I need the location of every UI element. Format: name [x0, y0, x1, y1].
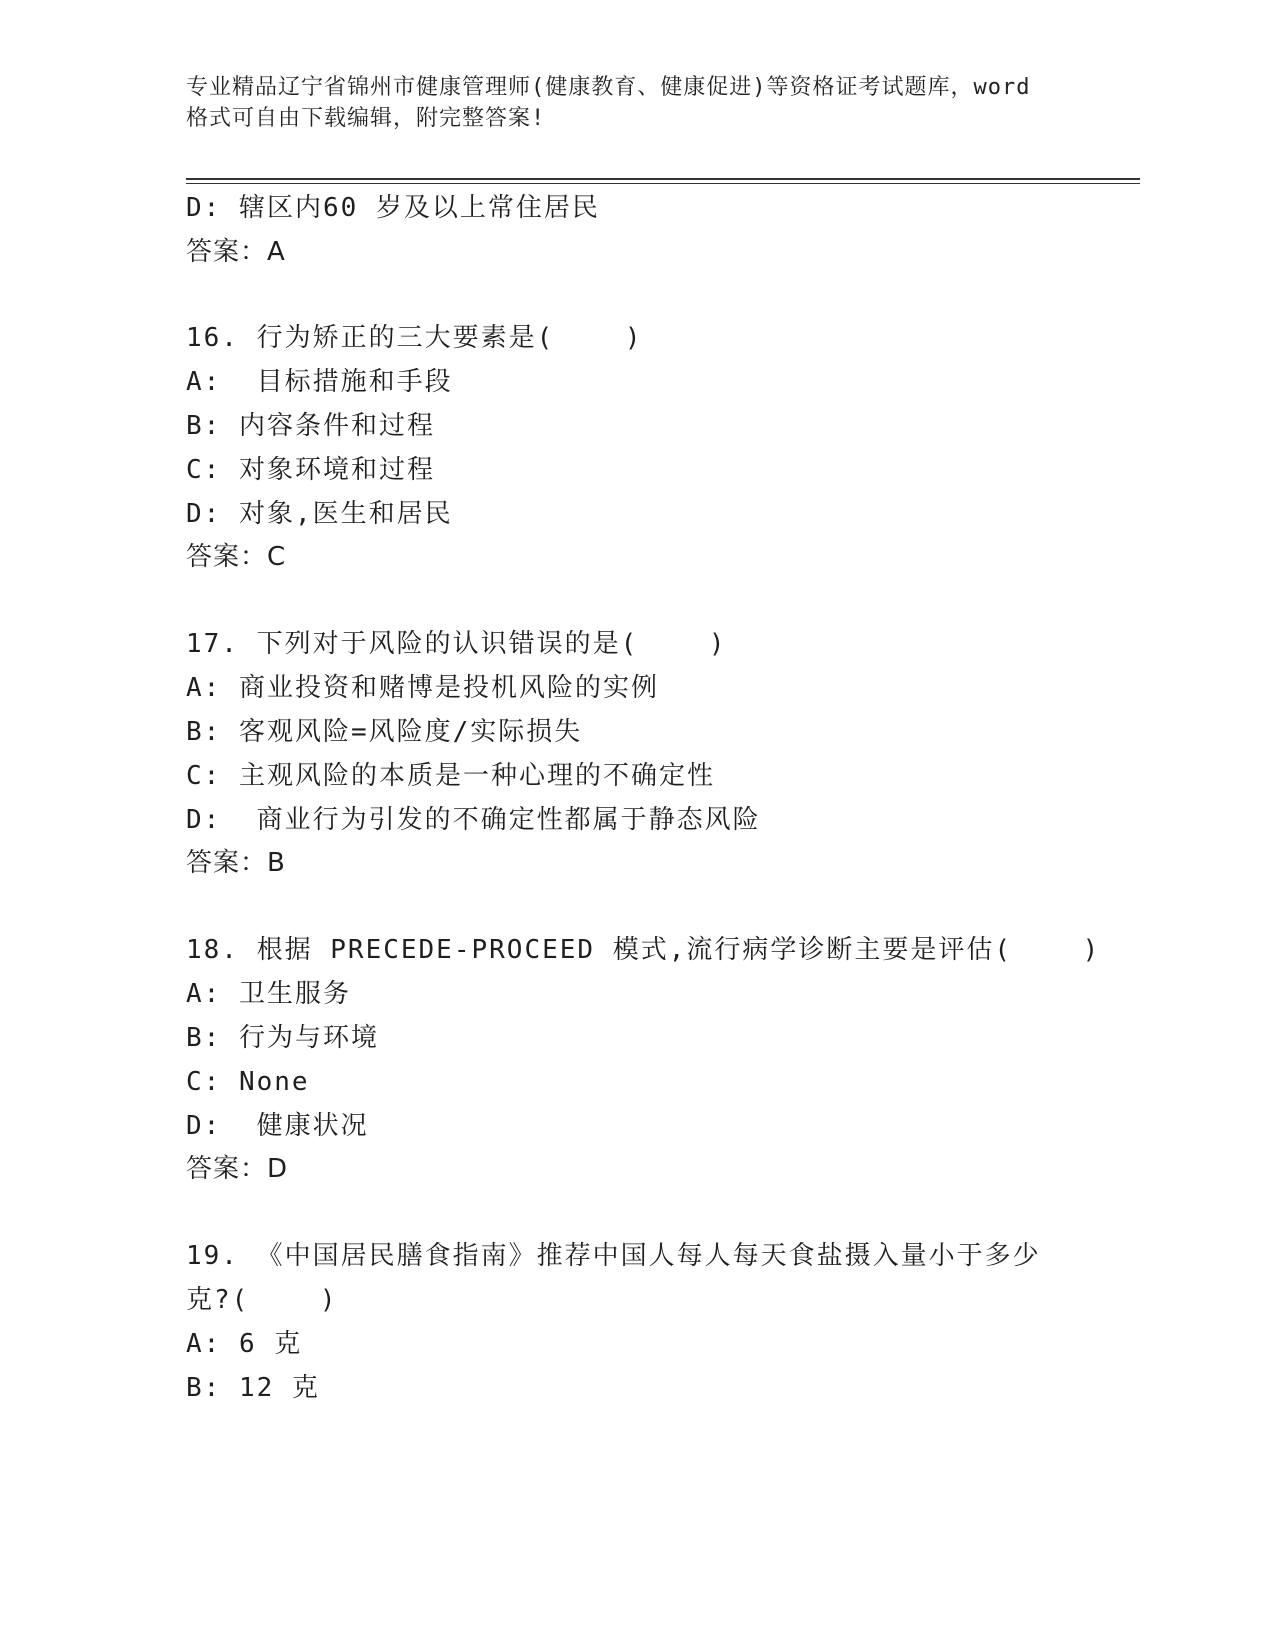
- question-17: 17. 下列对于风险的认识错误的是( ): [186, 629, 727, 659]
- option-a-q18: A: 卫生服务: [186, 979, 351, 1009]
- header-divider-bottom: [186, 183, 1140, 184]
- option-b-q16: B: 内容条件和过程: [186, 411, 435, 441]
- option-c-q17: C: 主观风险的本质是一种心理的不确定性: [186, 761, 715, 791]
- option-b-q19: B: 12 克: [186, 1373, 320, 1403]
- option-a-q16: A: 目标措施和手段: [186, 367, 453, 397]
- question-19-continued: 克?( ): [186, 1285, 338, 1315]
- option-d-q16: D: 对象,医生和居民: [186, 499, 453, 529]
- question-18: 18. 根据 PRECEDE-PROCEED 模式,流行病学诊断主要是评估( ): [186, 935, 1101, 965]
- answer-q17: 答案：B: [186, 848, 286, 878]
- option-a-q17: A: 商业投资和赌博是投机风险的实例: [186, 673, 659, 703]
- document-header: [186, 72, 1086, 134]
- option-d-q18: D: 健康状况: [186, 1111, 369, 1141]
- header-divider-top: [186, 178, 1140, 180]
- option-b-q18: B: 行为与环境: [186, 1023, 379, 1053]
- answer-q16: 答案：C: [186, 542, 287, 572]
- header-line-2: 格式可自由下载编辑，附完整答案!: [186, 106, 546, 131]
- option-c-q18: C: None: [186, 1067, 310, 1097]
- header-line-1: 专业精品辽宁省锦州市健康管理师(健康教育、健康促进)等资格证考试题库，word: [186, 75, 1031, 100]
- option-a-q19: A: 6 克: [186, 1329, 303, 1359]
- option-d-q15: D: 辖区内60 岁及以上常住居民: [186, 193, 600, 223]
- answer-q15: 答案：A: [186, 237, 286, 267]
- answer-q18: 答案：D: [186, 1154, 289, 1184]
- question-16: 16. 行为矫正的三大要素是( ): [186, 323, 643, 353]
- question-19: 19. 《中国居民膳食指南》推荐中国人每人每天食盐摄入量小于多少: [186, 1241, 1041, 1271]
- option-b-q17: B: 客观风险=风险度/实际损失: [186, 717, 583, 747]
- option-c-q16: C: 对象环境和过程: [186, 455, 435, 485]
- option-d-q17: D: 商业行为引发的不确定性都属于静态风险: [186, 805, 761, 835]
